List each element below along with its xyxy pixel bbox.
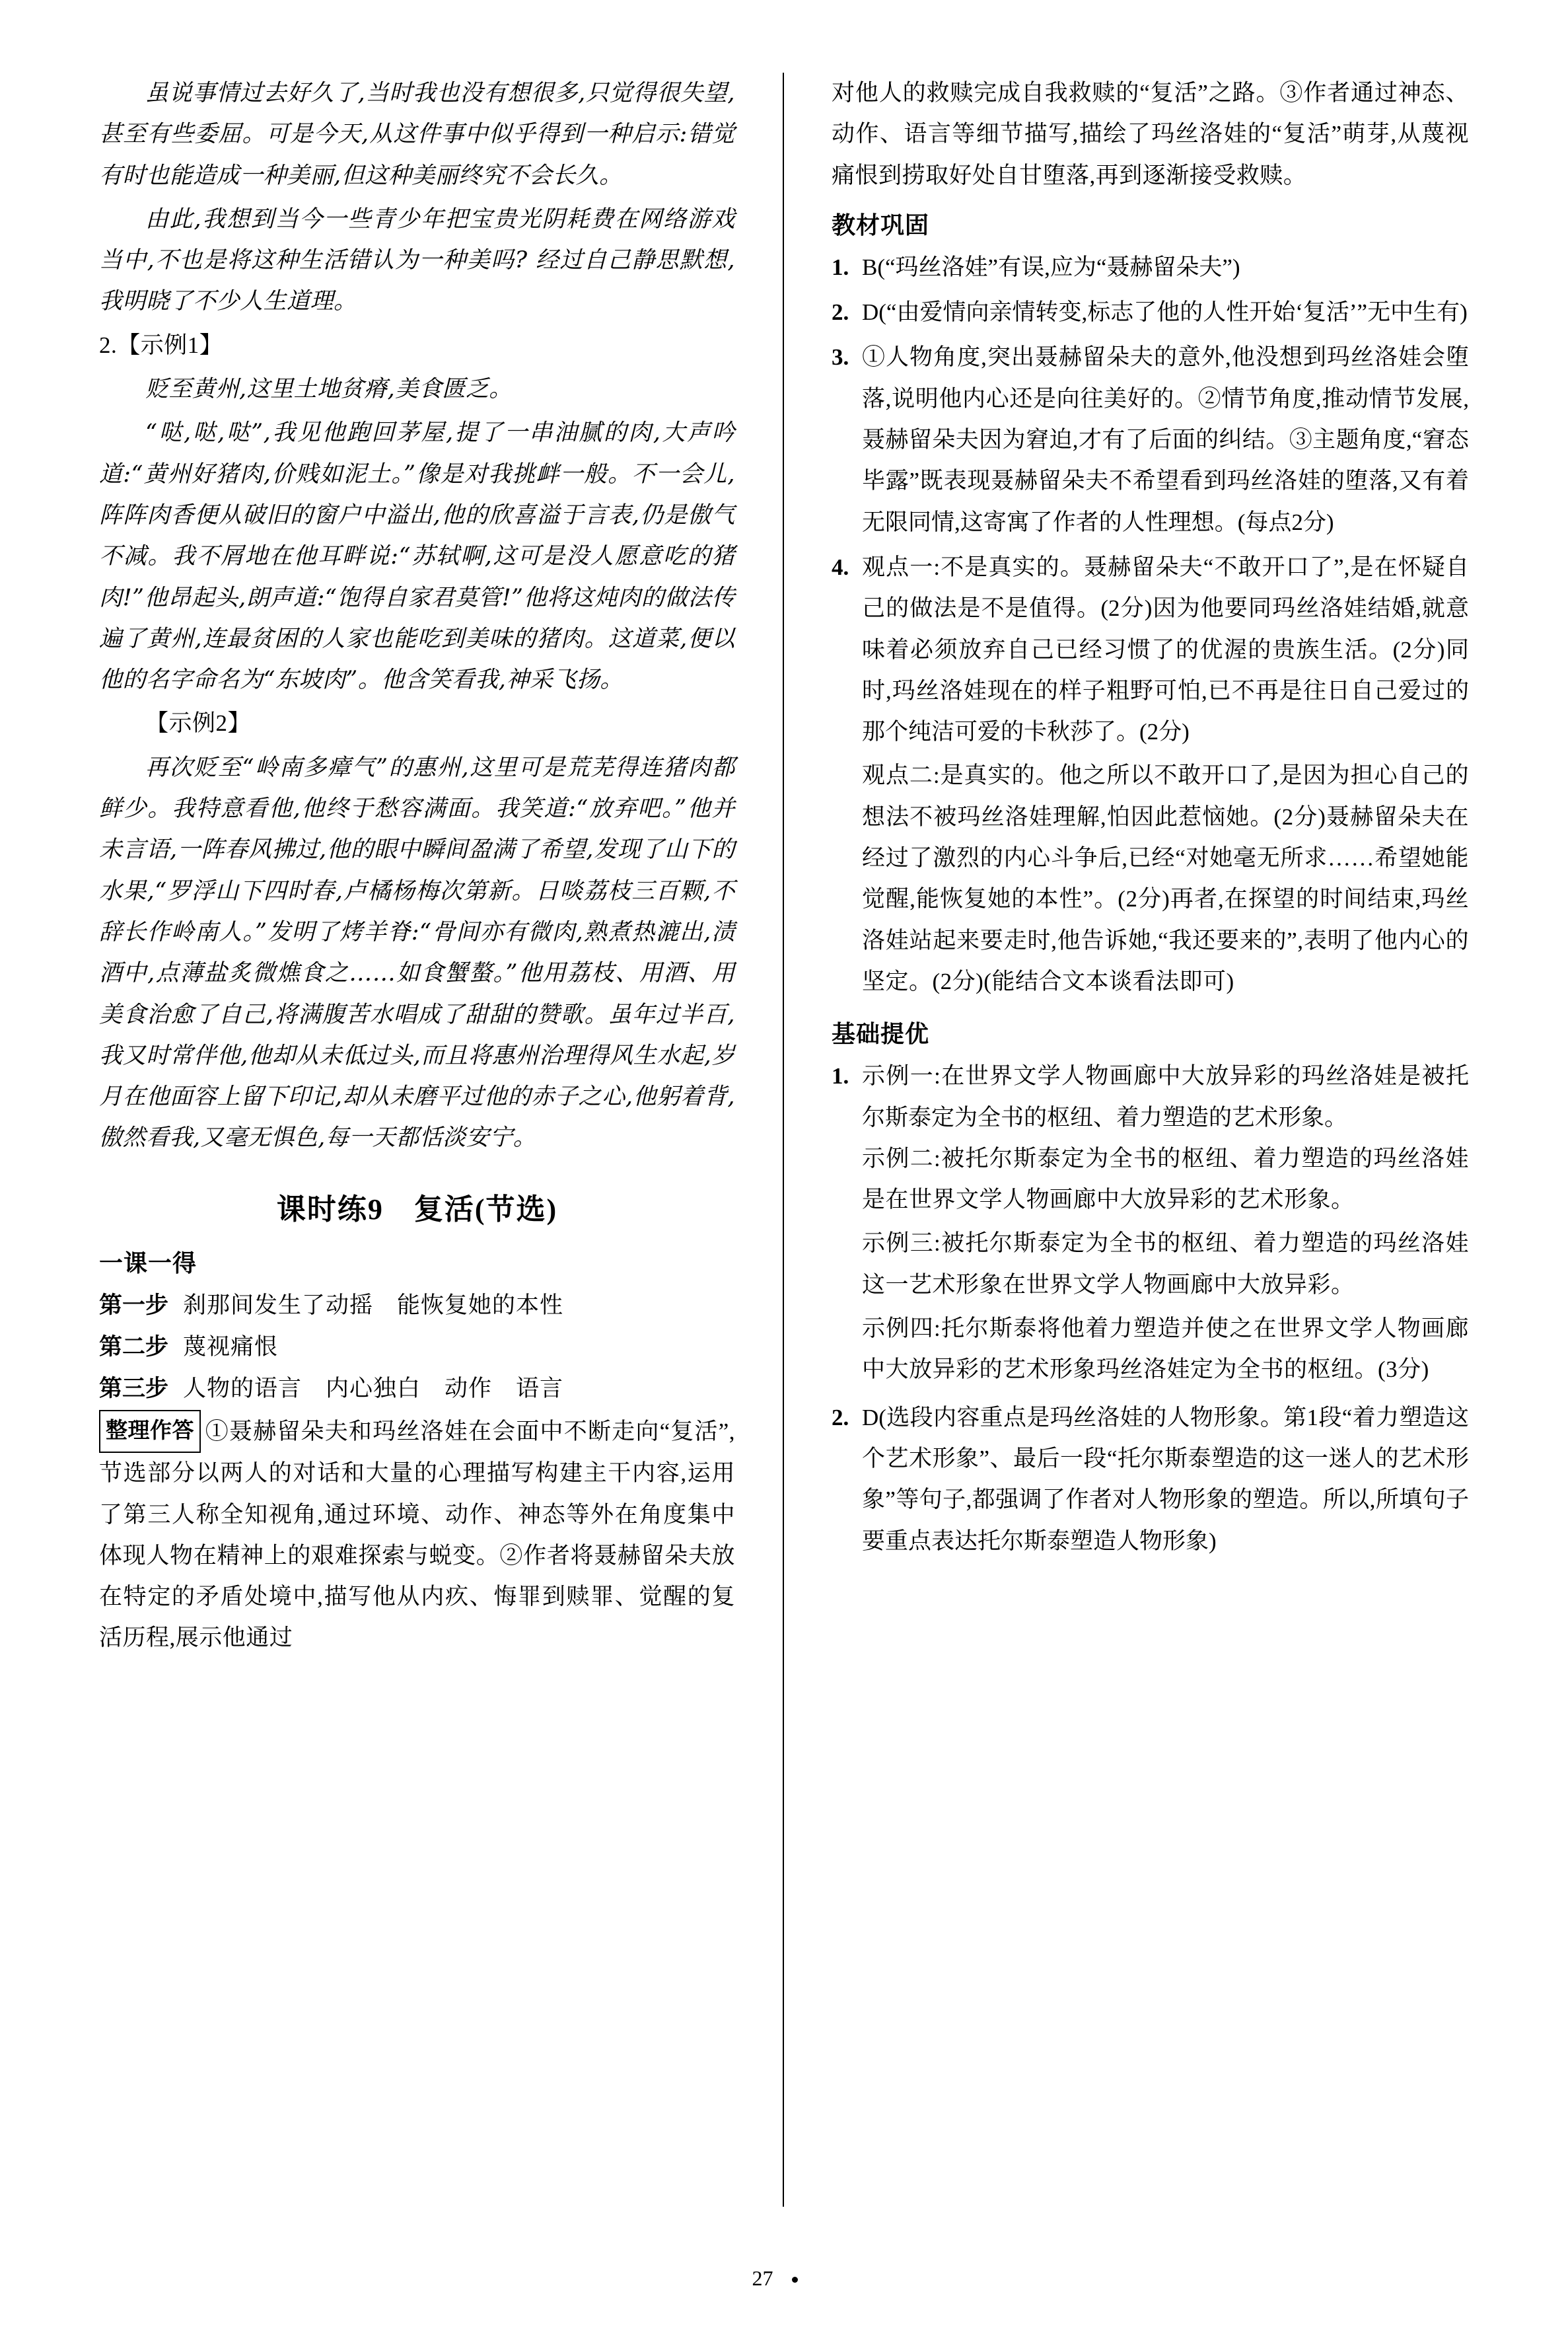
step-text: 刹那间发生了动摇 能恢复她的本性 [183,1292,564,1318]
example1-paragraph: 贬至黄州,这里土地贫瘠,美食匮乏。 [145,376,513,403]
section-heading-jichu-tiyou: 基础提优 [832,1021,930,1048]
example2-paragraph: 再次贬至“岭南多瘴气”的惠州,这里可是荒芜得连猪肉都鲜少。我特意看他,他终于愁容满面。我笑道:“放弃吧。”他并未言语,一阵春风拂过,他的眼中瞬间盈满了希望,发现了山下的水果,“罗浮山下四时春,卢橘杨梅次第新。日啖荔枝三百颗,不辞长作岭南人。”发明了烤羊脊:“骨间亦有微肉,熟煮热漉出,渍酒中,点薄盐炙微燋食之……如食蟹螯。”他用荔枝、用酒、用美食治愈了自己,将满腹苦水唱成了甜甜的赞歌。虽年过半百,我又时常伴他,他却从未低过头,而且将惠州治理得风生水起,岁月在他面容上留下印记,却从未磨平过他的赤子之心,他躬着背,傲然看我,又毫无惧色,每一天都恬淡安宁。 [99,754,735,1152]
item-body-main: 示例一:在世界文学人物画廊中大放异彩的玛丝洛娃是被托尔斯泰定为全书的枢纽、着力塑造的艺术形象。 [862,1063,1469,1130]
footer-dot-icon [792,2277,798,2283]
section-heading-jiaocai-gonggu: 教材巩固 [832,211,930,239]
list-item [832,1397,1469,1562]
list-item [832,547,1469,1005]
item-number: 2. [832,299,849,326]
section-heading-yike-yide: 一课一得 [99,1249,197,1276]
page-footer [0,2266,1568,2291]
essay-paragraph: 由此,我想到当今一些青少年把宝贵光阴耗费在网络游戏当中,不也是将这种生活错认为一种美吗? 经过自己静思默想,我明晓了不少人生道理。 [99,205,735,315]
item-number: 1. [832,254,849,280]
step-row [99,1285,735,1325]
step-label: 第二步 [99,1333,169,1360]
step-row [99,1368,735,1409]
answer-continuation: 对他人的救赎完成自我救赎的“复活”之路。③作者通过神态、动作、语言等细节描写,描绘了玛丝洛娃的“复活”萌芽,从蔑视痛恨到捞取好处自甘堕落,再到逐渐接受救赎。 [832,80,1469,188]
two-column-layout [99,73,1469,2207]
step-row [99,1327,735,1367]
answer-block [99,1410,735,1658]
question-2-label: 2.【示例1】 [99,332,223,358]
example2-label: 【示例2】 [145,710,252,737]
example1-paragraph: “哒,哒,哒”,我见他跑回茅屋,提了一串油腻的肉,大声吟道:“黄州好猪肉,价贱如泥土。”像是对我挑衅一般。不一会儿,阵阵肉香便从破旧的窗户中溢出,他的欣喜溢于言表,仍是傲气不减。我不屑地在他耳畔说:“苏轼啊,这可是没人愿意吃的猪肉!”他昂起头,朗声道:“饱得自家君莫管!”他将这炖肉的做法传遍了黄州,连最贫困的人家也能吃到美味的猪肉。这道菜,便以他的名字命名为“东坡肉”。他含笑看我,神采飞扬。 [99,420,735,694]
item-body: D(选段内容重点是玛丝洛娃的人物形象。第1段“着力塑造这个艺术形象”、最后一段“托尔斯泰塑造的这一迷人的艺术形象”等句子,都强调了作者对人物形象的塑造。所以,所填句子要重点表达托尔斯泰塑造人物形象) [862,1404,1469,1554]
item-body: D(“由爱情向亲情转变,标志了他的人性开始‘复活’”无中生有) [862,299,1468,326]
list-item [832,292,1469,333]
item-body-extra: 示例四:托尔斯泰将他着力塑造并使之在世界文学人物画廊中大放异彩的艺术形象玛丝洛娃定为全书的枢纽。(3分) [862,1315,1469,1383]
item-number: 3. [832,344,849,371]
page-number: 27 [752,2266,773,2290]
left-column [99,73,784,2207]
right-column [784,73,1469,2207]
advanced-answer-list [832,1056,1469,1562]
step-text: 蔑视痛恨 [183,1333,279,1360]
list-item [832,337,1469,542]
step-label: 第一步 [99,1292,169,1318]
item-body [862,1056,1469,1393]
item-body: ①人物角度,突出聂赫留朵夫的意外,他没想到玛丝洛娃会堕落,说明他内心还是向往美好的。②情节角度,推动情节发展,聂赫留朵夫因为窘迫,才有了后面的纠结。③主题角度,“窘态毕露”既表现聂赫留朵夫不希望看到玛丝洛娃的堕落,又有着无限同情,这寄寓了作者的人性理想。(每点2分) [862,344,1469,535]
item-body-extra: 示例二:被托尔斯泰定为全书的枢纽、着力塑造的玛丝洛娃是在世界文学人物画廊中大放异彩的艺术形象。 [862,1145,1469,1213]
item-number: 2. [832,1404,849,1430]
list-item [832,1056,1469,1393]
item-body-extra: 示例三:被托尔斯泰定为全书的枢纽、着力塑造的玛丝洛娃这一艺术形象在世界文学人物画廊中大放异彩。 [862,1230,1469,1298]
item-body-main: 观点一:不是真实的。聂赫留朵夫“不敢开口了”,是在怀疑自己的做法是不是值得。(2分)因为他要同玛丝洛娃结婚,就意味着必须放弃自己已经习惯了的优渥的贵族生活。(2分)同时,玛丝洛娃现在的样子粗野可怕,已不再是往日自己爱过的那个纯洁可爱的卡秋莎了。(2分) [862,554,1469,745]
item-body [862,547,1469,1005]
item-body: B(“玛丝洛娃”有误,应为“聂赫留朵夫”) [862,254,1240,280]
essay-paragraph: 虽说事情过去好久了,当时我也没有想很多,只觉得很失望,甚至有些委屈。可是今天,从这件事中似乎得到一种启示:错觉有时也能造成一种美丽,但这种美丽终究不会长久。 [99,80,735,189]
answer-text: ①聂赫留朵夫和玛丝洛娃在会面中不断走向“复活”,节选部分以两人的对话和大量的心理描写构建主干内容,运用了第三人称全知视角,通过环境、动作、神态等外在角度集中体现人物在精神上的艰难探索与蜕变。②作者将聂赫留朵夫放在特定的矛盾处境中,描写他从内疚、悔罪到赎罪、觉醒的复活历程,展示他通过 [99,1419,735,1651]
item-number: 1. [832,1063,849,1089]
chapter-title: 课时练9 复活(节选) [276,1193,558,1226]
answer-box-label: 整理作答 [99,1410,201,1453]
list-item [832,247,1469,288]
step-text: 人物的语言 内心独白 动作 语言 [183,1376,564,1402]
item-body-extra: 观点二:是真实的。他之所以不敢开口了,是因为担心自己的想法不被玛丝洛娃理解,怕因此惹恼她。(2分)聂赫留朵夫在经过了激烈的内心斗争后,已经“对她毫无所求……希望她能觉醒,能恢复她的本性”。(2分)再者,在探望的时间结束,玛丝洛娃站起来要走时,他告诉她,“我还要来的”,表明了他内心的坚定。(2分)(能结合文本谈看法即可) [862,762,1469,994]
item-number: 4. [832,554,849,580]
step-label: 第三步 [99,1376,169,1402]
textbook-answer-list [832,247,1469,1005]
